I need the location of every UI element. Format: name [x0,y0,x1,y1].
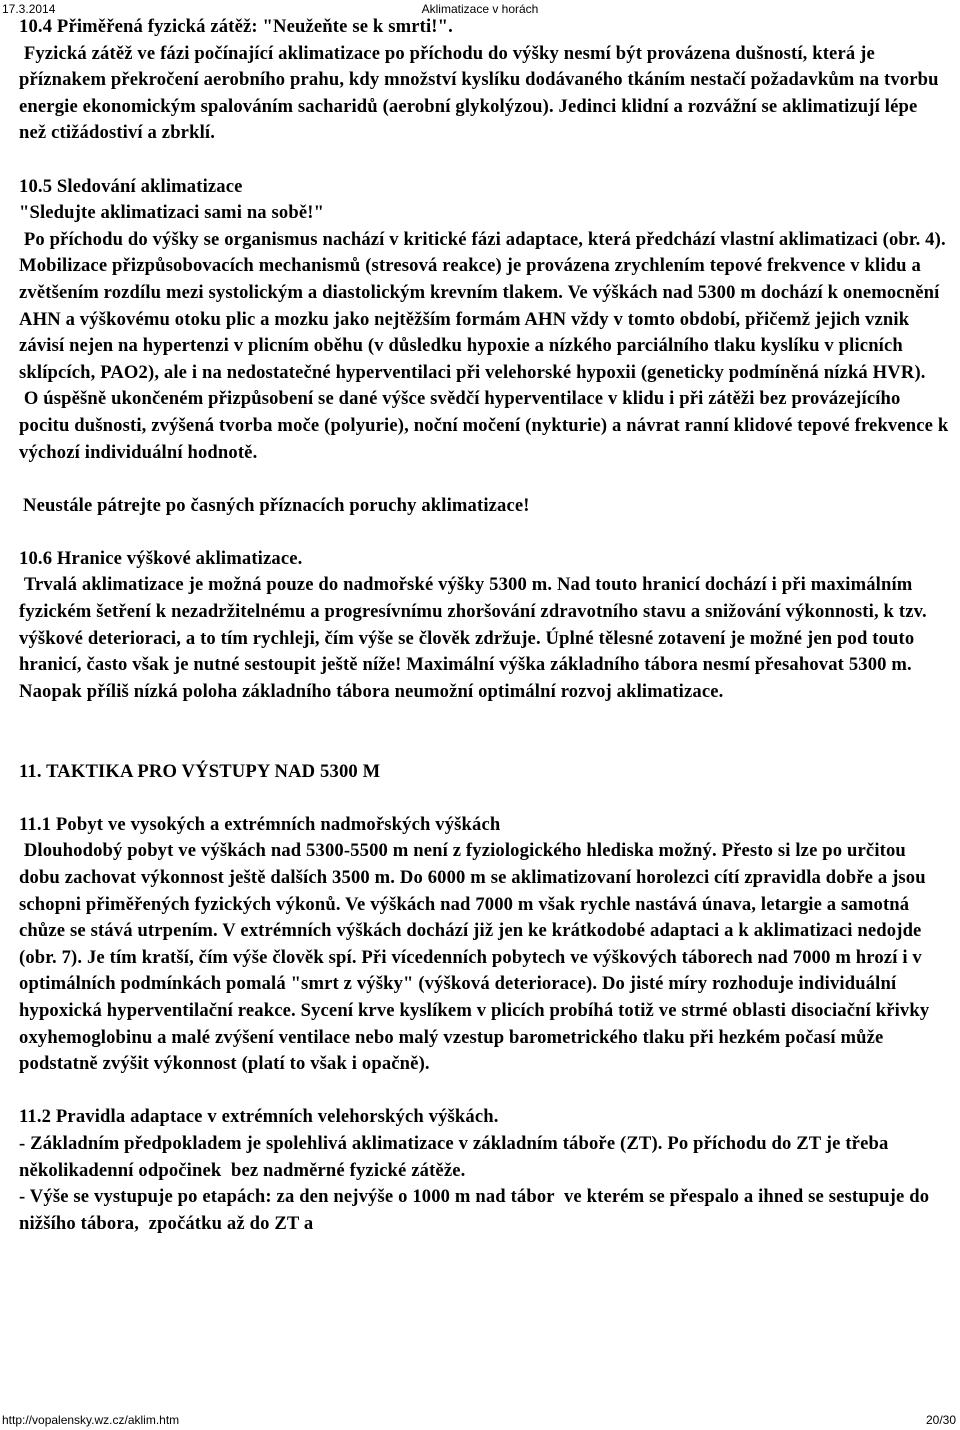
warning-line: Neustále pátrejte po časných příznacích poruchy aklimatizace! [23,494,530,516]
paragraph-11-1: Dlouhodobý pobyt ve výškách nad 5300-5500 m není z fyziologického hlediska možný. Přesto si lze po určitou dobu zachovat výkonnost ještě dalších 3500 m. Do 6000 m se aklimatizovaní horolezci cítí zpravidla dobře a jsou schopni přiměřených fyzických výkonů. Ve výškách nad 7000 m však rychle nastává únava, letargie a samotná chůze se stává utrpením. V extrémních výškách dochází již jen ke krátkodobé adaptaci a k aklimatizaci nedojde (obr. 7). Je tím kratší, čím výše člověk spí. Při vícedenních pobytech ve výškových táborech nad 7000 m hrozí i v optimálních podmínkách pomalá "smrt z výšky" (výšková deteriorace). Do jisté míry rozhoduje individuální hypoxická hyperventilační reakce. Sycení krve kyslíkem v plicích probíhá totiž ve strmé oblasti disociační křivky oxyhemoglobinu a malé zvýšení ventilace nebo malý vzestup barometrického tlaku při hezkém počasí může podstatně zvýšit výkonnost (platí to však i opačně). [19,840,935,1075]
section-heading-10-5: 10.5 Sledování aklimatizace [19,175,243,197]
section-heading-10-4: 10.4 Přiměřená fyzická zátěž: "Neužeňte se k smrti!". [19,16,453,37]
chapter-heading-11: 11. TAKTIKA PRO VÝSTUPY NAD 5300 M [19,760,381,782]
spacer [19,705,949,758]
spacer [19,1078,949,1105]
paragraph-10-5-1: Po příchodu do výšky se organismus nachází v kritické fázi adaptace, která předchází vlastní aklimatizaci (obr. 4). Mobilizace přizpůsobovacích mechanismů (stresová reakce) je provázena zrychlením tepové frekvence v klidu a zvětšením rozdílu mezi systolickým a diastolickým krevním tlakem. Ve výškách nad 5300 m dochází k onemocnění AHN a výškovému otoku plic a mozku jako nejtěžším formám AHN vždy v tomto období, přičemž jejich vznik závisí nejen na hypertenzi v plicním oběhu (v důsledku hypoxie a nízkého parciálního tlaku kyslíku v plicních sklípcích, PAO2), ale i na nedostatečné hyperventilaci při velehorské hypoxii (geneticky podmíněná nízká HVR). [19,228,951,383]
spacer [19,519,949,546]
spacer [19,785,949,812]
print-date: 17.3.2014 [2,2,56,16]
list-item-11-2-1: - Základním předpokladem je spolehlivá aklimatizace v základním táboře (ZT). Po příchodu do ZT je třeba několikadenní odpočinek bez nadměrné fyzické zátěže. [19,1132,894,1181]
page-title: Aklimatizace v horách [421,2,539,16]
paragraph-10-6: Trvalá aklimatizace je možná pouze do nadmořské výšky 5300 m. Nad touto hranicí dochází i při maximálním fyzickém šetření k nezadržitelnému a progresívnímu zhoršování zdravotního stavu a snižování výkonnosti, k tzv. výškové deterioraci, a to tím rychleji, čím výše se člověk zdržuje. Úplné tělesné zotavení je možné jen pod touto hranicí, často však je nutné sestoupit ještě níže! Maximální výška základního tábora nesmí přesahovat 5300 m. Naopak příliš nízká poloha základního tábora neumožní optimální rozvoj aklimatizace. [19,574,932,702]
document-body [19,14,954,1237]
list-item-11-2-2: - Výše se vystupuje po etapách: za den nejvýše o 1000 m nad tábor ve kterém se přespalo a ihned se sestupuje do nižšího tábora, zpočátku až do ZT a [19,1186,934,1234]
section-heading-10-6: 10.6 Hranice výškové aklimatizace. [19,547,303,569]
page-number: 20/30 [925,1413,956,1427]
section-subheading-10-5: "Sledujte aklimatizaci sami na sobě!" [19,202,325,224]
spacer [19,147,949,174]
paragraph-10-5-2: O úspěšně ukončeném přizpůsobení se dané výšce svědčí hyperventilace v klidu i při zátěži bez provázejícího pocitu dušnosti, zvýšená tvorba moče (polyurie), noční močení (nykturie) a návrat ranní klidové tepové frekvence k výchozí individuální hodnotě. [19,388,954,463]
section-heading-11-1: 11.1 Pobyt ve vysokých a extrémních nadmořských výškách [19,813,501,835]
section-heading-11-2: 11.2 Pravidla adaptace v extrémních velehorských výškách. [19,1106,499,1128]
paragraph-10-4: Fyzická zátěž ve fázi počínající aklimatizace po příchodu do výšky nesmí být provázena dušností, která je příznakem překročení aerobního prahu, kdy množství kyslíku dodávaného tkáním nestačí požadavkům na tvorbu energie ekonomickým spalováním sacharidů (aerobní glykolýzou). Jedinci klidní a rozvážní se aklimatizují lépe než ctižádostiví a zbrklí. [19,42,944,144]
source-url: http://vopalensky.wz.cz/aklim.htm [2,1413,180,1427]
spacer [19,466,949,493]
page-footer [0,1411,960,1429]
